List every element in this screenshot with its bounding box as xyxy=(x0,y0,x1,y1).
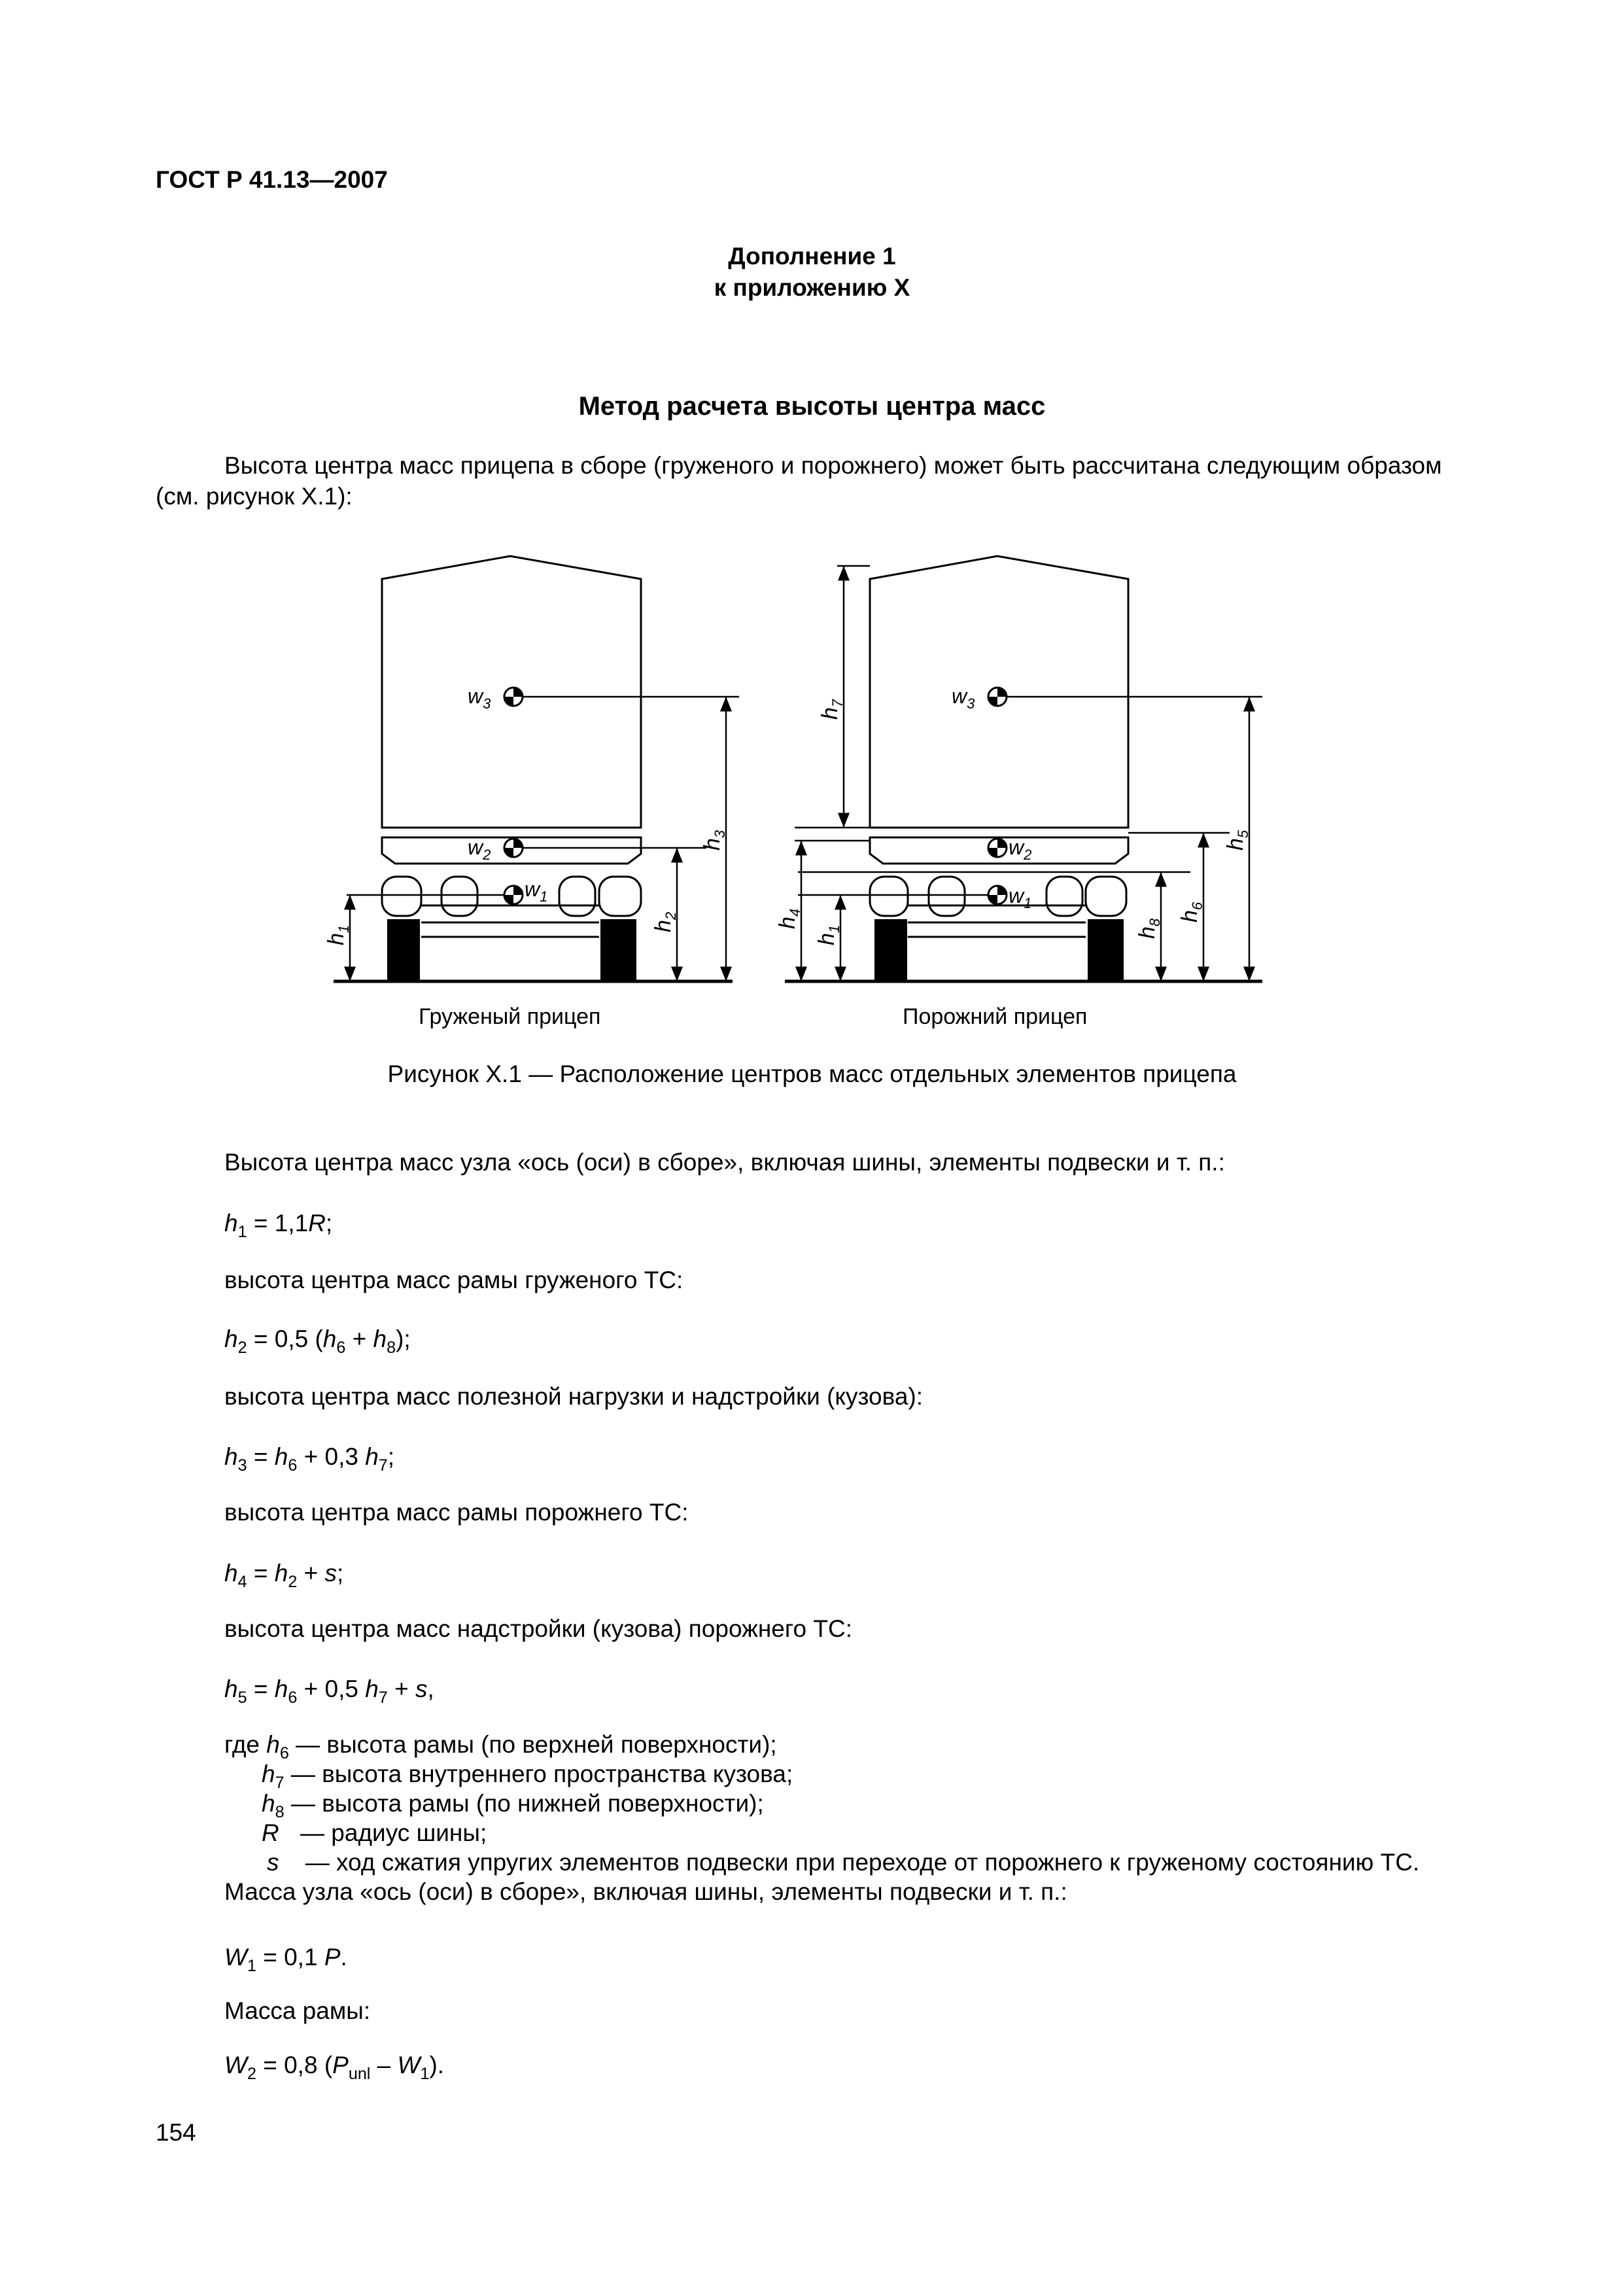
label-h1-loaded: $h_1$ xyxy=(324,924,352,945)
label-h7-empty: $h_7$ xyxy=(818,699,846,720)
formula-h4: $h_4 = h_2 + s$; xyxy=(224,1560,344,1591)
para-axle-cg: Высота центра масс узла «ось (оси) в сборе», включая шины, элементы подвески и т. п.: xyxy=(224,1149,1225,1176)
formula-h3: $h_3 = h_6 + 0,3$ $h_7$; xyxy=(224,1443,395,1475)
figure-x1 xyxy=(301,550,1321,1043)
figure-caption: Рисунок X.1 — Расположение центров масс отдельных элементов прицепа xyxy=(387,1060,1237,1087)
para-empty-frame: высота центра масс рамы порожнего ТС: xyxy=(224,1499,689,1526)
section-heading: Метод расчета высоты центра масс xyxy=(578,392,1046,421)
label-h4-empty: $h_4$ xyxy=(775,908,803,929)
cg-w1-empty-icon xyxy=(988,886,1007,904)
label-loaded-trailer: Груженый прицеп xyxy=(419,1004,601,1029)
formula-h5: $h_5 = h_6 + 0,5$ $h_7 + s$, xyxy=(224,1675,434,1707)
label-w3-loaded: $w_3$ xyxy=(468,684,491,712)
label-w2-empty: $w_2$ xyxy=(1009,835,1032,863)
formula-h1: $h_1 = 1,1R$; xyxy=(224,1210,333,1241)
label-w3-empty: $w_3$ xyxy=(952,684,975,712)
where-item-h8: $h_8$ — высота рамы (по нижней поверхности); xyxy=(262,1790,764,1821)
label-w2-loaded: $w_2$ xyxy=(468,835,491,863)
where-item-h6: где $h_6$ — высота рамы (по верхней поверхности); xyxy=(224,1731,777,1762)
para-payload: высота центра масс полезной нагрузки и надстройки (кузова): xyxy=(224,1383,924,1410)
label-empty-trailer: Порожний прицеп xyxy=(903,1004,1088,1029)
intro-line-2: (см. рисунок X.1): xyxy=(156,483,353,510)
cg-w2-empty-icon xyxy=(988,839,1007,857)
where-item-r: R — радиус шины; xyxy=(262,1819,487,1846)
label-h1-empty: $h_1$ xyxy=(814,924,842,945)
cg-w2-loaded-icon xyxy=(504,839,523,857)
formula-w1: $W_1 = 0,1$ P. xyxy=(224,1944,347,1975)
page-number: 154 xyxy=(156,2119,196,2146)
supplement-title: Дополнение 1 xyxy=(728,243,896,270)
formula-h2: $h_2 = 0,5$ $(h_6 + h_8)$; xyxy=(224,1325,411,1357)
label-h3-loaded: $h_3$ xyxy=(700,830,728,850)
label-h5-empty: $h_5$ xyxy=(1223,830,1251,850)
label-h2-loaded: $h_2$ xyxy=(651,911,679,932)
para-loaded-frame: высота центра масс рамы груженого ТС: xyxy=(224,1267,683,1293)
para-empty-body: высота центра масс надстройки (кузова) порожнего ТС: xyxy=(224,1615,853,1642)
formula-w2: $W_2 = 0,8$ $(P_{unl} - W_1)$. xyxy=(224,2052,445,2083)
where-item-h7: $h_7$ — высота внутреннего пространства кузова; xyxy=(262,1761,793,1792)
supplement-subtitle: к приложению X xyxy=(714,274,910,301)
label-w1-loaded: $w_1$ xyxy=(525,877,548,905)
cg-w3-empty-icon xyxy=(988,688,1007,706)
label-h8-empty: $h_8$ xyxy=(1135,918,1163,939)
label-w1-empty: $w_1$ xyxy=(1009,884,1032,911)
document-code: ГОСТ Р 41.13—2007 xyxy=(156,166,388,193)
cg-w1-loaded-icon xyxy=(504,886,523,904)
where-item-s: s — ход сжатия упругих элементов подвески при переходе от порожнего к груженому состоянию ТС. xyxy=(267,1849,1420,1876)
label-h6-empty: $h_6$ xyxy=(1177,902,1205,922)
para-frame-mass: Масса рамы: xyxy=(224,1997,371,2024)
para-axle-mass: Масса узла «ось (оси) в сборе», включая шины, элементы подвески и т. п.: xyxy=(224,1878,1067,1905)
cg-w3-loaded-icon xyxy=(504,688,523,706)
intro-line-1: Высота центра масс прицепа в сборе (груженого и порожнего) может быть рассчитана следующим образом xyxy=(224,452,1442,479)
